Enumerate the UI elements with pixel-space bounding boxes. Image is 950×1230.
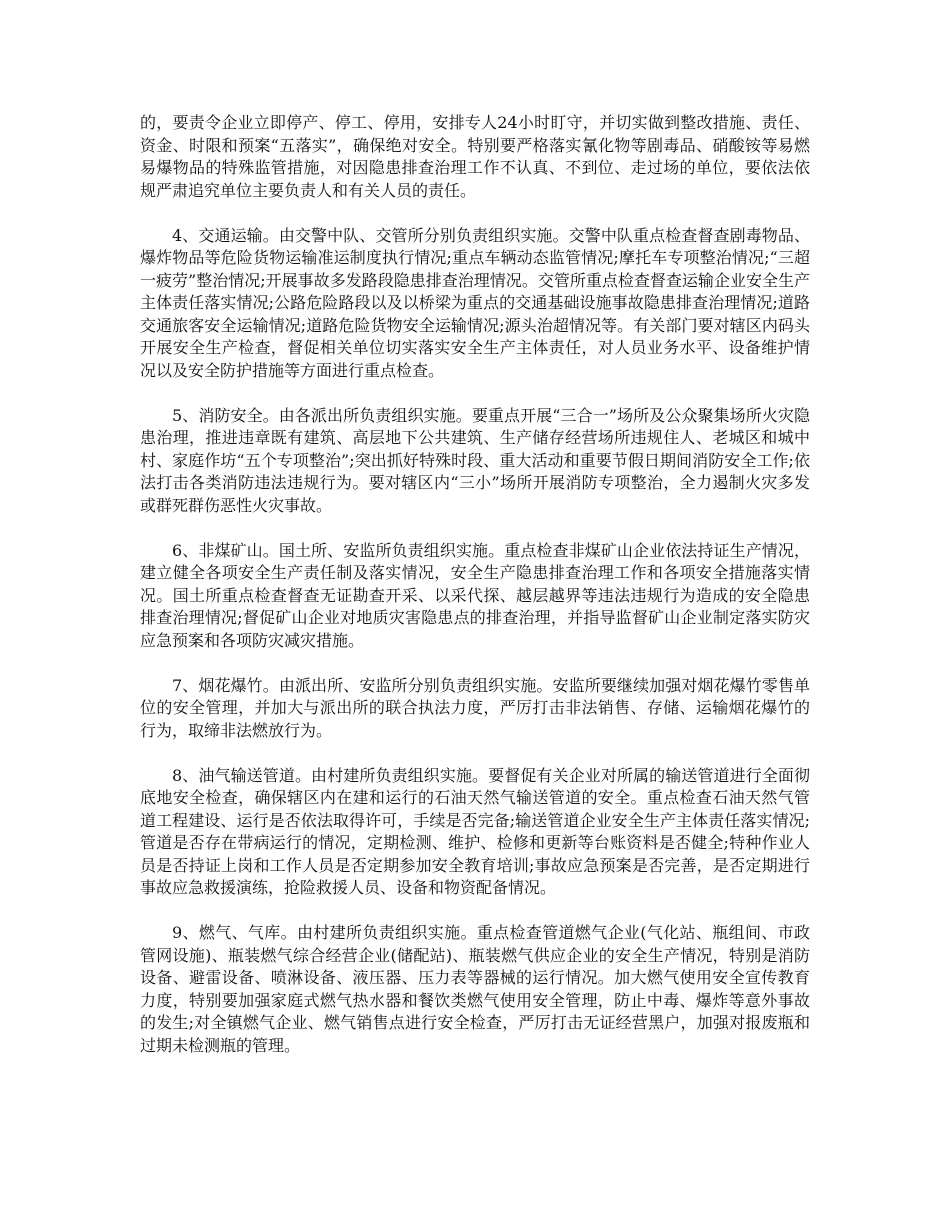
paragraph-oil-gas-pipelines: 8、油气输送管道。由村建所负责组织实施。要督促有关企业对所属的输送管道进行全面彻底地安全检查，确保辖区内在建和运行的石油天然气输送管道的安全。重点检查石油天然气管道工程建设、运行是否依法取得许可，手续是否完备;输送管道企业安全生产主体责任落实情况;管道是否存在带病运行的情况，定期检测、维护、检修和更新等台账资料是否健全;特种作业人员是否持证上岗和工作人员是否定期参加安全教育培训;事故应急预案是否完善，是否定期进行事故应急救援演练，抢险救援人员、设备和物资配备情况。 <box>140 765 810 897</box>
paragraph-traffic-transport: 4、交通运输。由交警中队、交管所分别负责组织实施。交警中队重点检查督查剧毒物品、爆炸物品等危险货物运输准运制度执行情况;重点车辆动态监管情况;摩托车专项整治情况;“三超一疲劳”整治情况;开展事故多发路段隐患排查治理情况。交管所重点检查督查运输企业安全生产主体责任落实情况;公路危险路段以及以桥梁为重点的交通基础设施事故隐患排查治理情况;道路交通旅客安全运输情况;道路危险货物安全运输情况;源头治超情况等。有关部门要对辖区内码头开展安全生产检查，督促相关单位切实落实安全生产主体责任，对人员业务水平、设备维护情况以及安全防护措施等方面进行重点检查。 <box>140 225 810 380</box>
document-page <box>140 112 810 1080</box>
paragraph-gas-depots: 9、燃气、气库。由村建所负责组织实施。重点检查管道燃气企业(气化站、瓶组间、市政管网设施)、瓶装燃气综合经营企业(储配站)、瓶装燃气供应企业的安全生产情况，特别是消防设备、避雷设备、喷淋设备、液压器、压力表等器械的运行情况。加大燃气使用安全宣传教育力度，特别要加强家庭式燃气热水器和餐饮类燃气使用安全管理，防止中毒、爆炸等意外事故的发生;对全镇燃气企业、燃气销售点进行安全检查，严厉打击无证经营黑户，加强对报废瓶和过期未检测瓶的管理。 <box>140 923 810 1055</box>
paragraph-fireworks: 7、烟花爆竹。由派出所、安监所分别负责组织实施。安监所要继续加强对烟花爆竹零售单位的安全管理，并加大与派出所的联合执法力度，严厉打击非法销售、存储、运输烟花爆竹的行为，取缔非法燃放行为。 <box>140 675 810 740</box>
paragraph-non-coal-mines: 6、非煤矿山。国土所、安监所负责组织实施。重点检查非煤矿山企业依法持证生产情况，建立健全各项安全生产责任制及落实情况，安全生产隐患排查治理工作和各项安全措施落实情况。国土所重点检查督查无证勘查开采、以采代探、越层越界等违法违规行为造成的安全隐患排查治理情况;督促矿山企业对地质灾害隐患点的排查治理，并指导监督矿山企业制定落实防灾应急预案和各项防灾减灾措施。 <box>140 540 810 650</box>
paragraph-continuation: 的，要责令企业立即停产、停工、停用，安排专人24小时盯守，并切实做到整改措施、责任、资金、时限和预案“五落实”，确保绝对安全。特别要严格落实氰化物等剧毒品、硝酸铵等易燃易爆物品的特殊监管措施，对因隐患排查治理工作不认真、不到位、走过场的单位，要依法依规严肃追究单位主要负责人和有关人员的责任。 <box>140 113 810 200</box>
paragraph-fire-safety: 5、消防安全。由各派出所负责组织实施。要重点开展“三合一”场所及公众聚集场所火灾隐患治理，推进违章既有建筑、高层地下公共建筑、生产储存经营场所违规住人、老城区和城中村、家庭作坊“五个专项整治”;突出抓好特殊时段、重大活动和重要节假日期间消防安全工作;依法打击各类消防违法违规行为。要对辖区内“三小”场所开展消防专项整治，全力遏制火灾多发或群死群伤恶性火灾事故。 <box>140 405 810 515</box>
